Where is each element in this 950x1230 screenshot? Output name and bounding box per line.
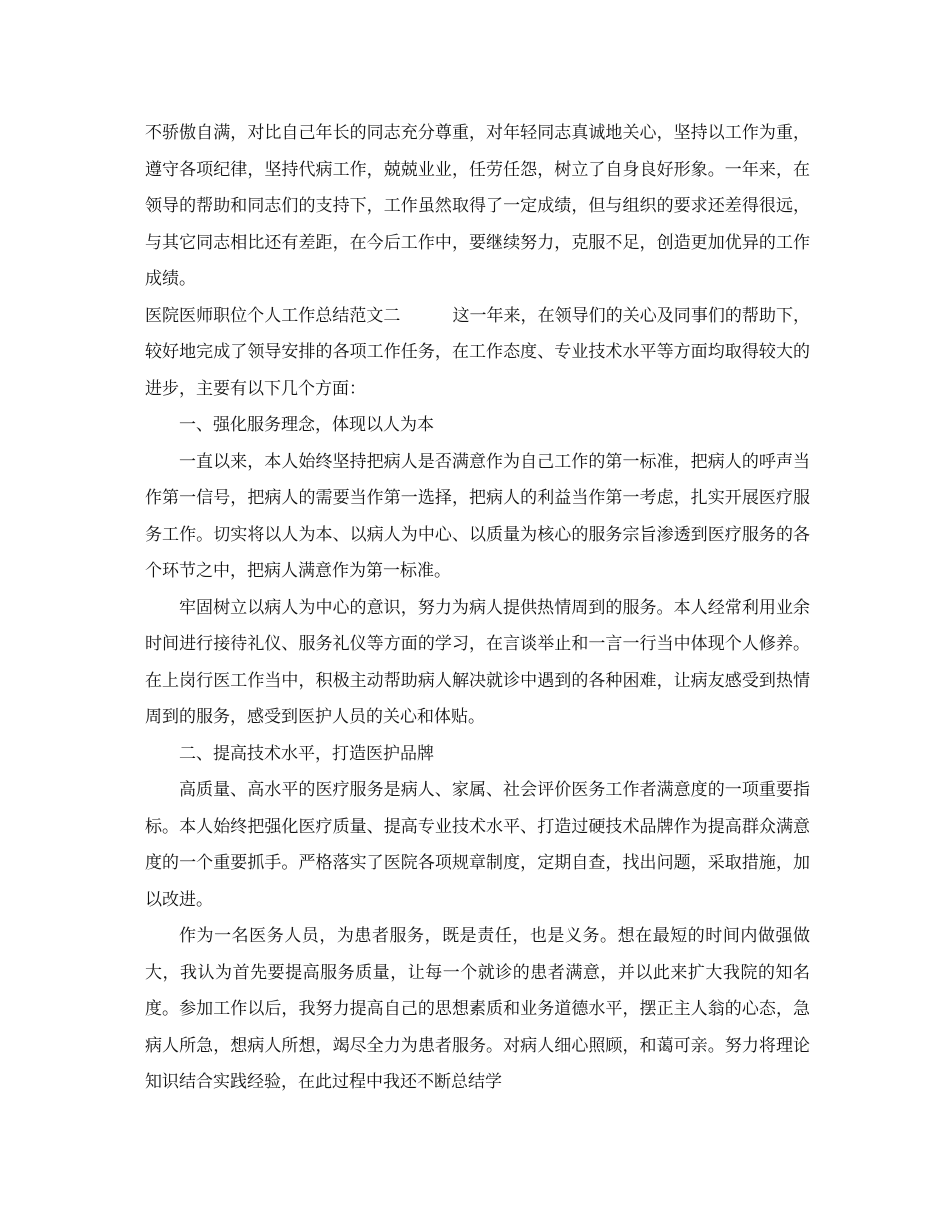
document-body [145,115,810,1101]
paragraph-continuation: 不骄傲自满，对比自己年长的同志充分尊重，对年轻同志真诚地关心，坚持以工作为重，遵守各项纪律，坚持代病工作，兢兢业业，任劳任怨，树立了自身良好形象。一年来，在领导的帮助和同志们的支持下，工作虽然取得了一定成绩，但与组织的要求还差得很远，与其它同志相比还有差距，在今后工作中，要继续努力，克服不足，创造更加优异的工作成绩。 [145,123,810,289]
paragraph: 一直以来，本人始终坚持把病人是否满意作为自己工作的第一标准，把病人的呼声当作第一信号，把病人的需要当作第一选择，把病人的利益当作第一考虑，扎实开展医疗服务工作。切实将以人为本、以病人为中心、以质量为核心的服务宗旨渗透到医疗服务的各个环节之中，把病人满意作为第一标准。 [145,451,810,581]
document-subtitle: 医院医师职位个人工作总结范文二 [145,305,401,326]
intro-text: 这一年来，在领导们的关心及同事们的帮助下，较好地完成了领导安排的各项工作任务，在工作态度、专业技术水平等方面均取得较大的进步，主要有以下几个方面： [145,305,811,399]
paragraph: 作为一名医务人员，为患者服务，既是责任，也是义务。想在最短的时间内做强做大，我认为首先要提高服务质量，让每一个就诊的患者满意，并以此来扩大我院的知名度。参加工作以后，我努力提高自己的思想素质和业务道德水平，摆正主人翁的心态，急病人所急，想病人所想，竭尽全力为患者服务。对病人细心照顾，和蔼可亲。努力将理论知识结合实践经验，在此过程中我还不断总结学 [145,926,810,1092]
paragraph-title-intro [145,298,810,408]
section-heading-1: 一、强化服务理念，体现以人为本 [179,415,434,435]
paragraph: 高质量、高水平的医疗服务是病人、家属、社会评价医务工作者满意度的一项重要指标。本人始终把强化医疗质量、提高专业技术水平、打造过硬技术品牌作为提高群众满意度的一个重要抓手。严格落实了医院各项规章制度，定期自查，找出问题，采取措施，加以改进。 [145,780,810,910]
paragraph: 牢固树立以病人为中心的意识，努力为病人提供热情周到的服务。本人经常利用业余时间进行接待礼仪、服务礼仪等方面的学习，在言谈举止和一言一行当中体现个人修养。在上岗行医工作当中，积极主动帮助病人解决就诊中遇到的各种困难，让病友感受到热情周到的服务，感受到医护人员的关心和体贴。 [145,597,810,727]
section-heading-2: 二、提高技术水平，打造医护品牌 [179,743,434,764]
